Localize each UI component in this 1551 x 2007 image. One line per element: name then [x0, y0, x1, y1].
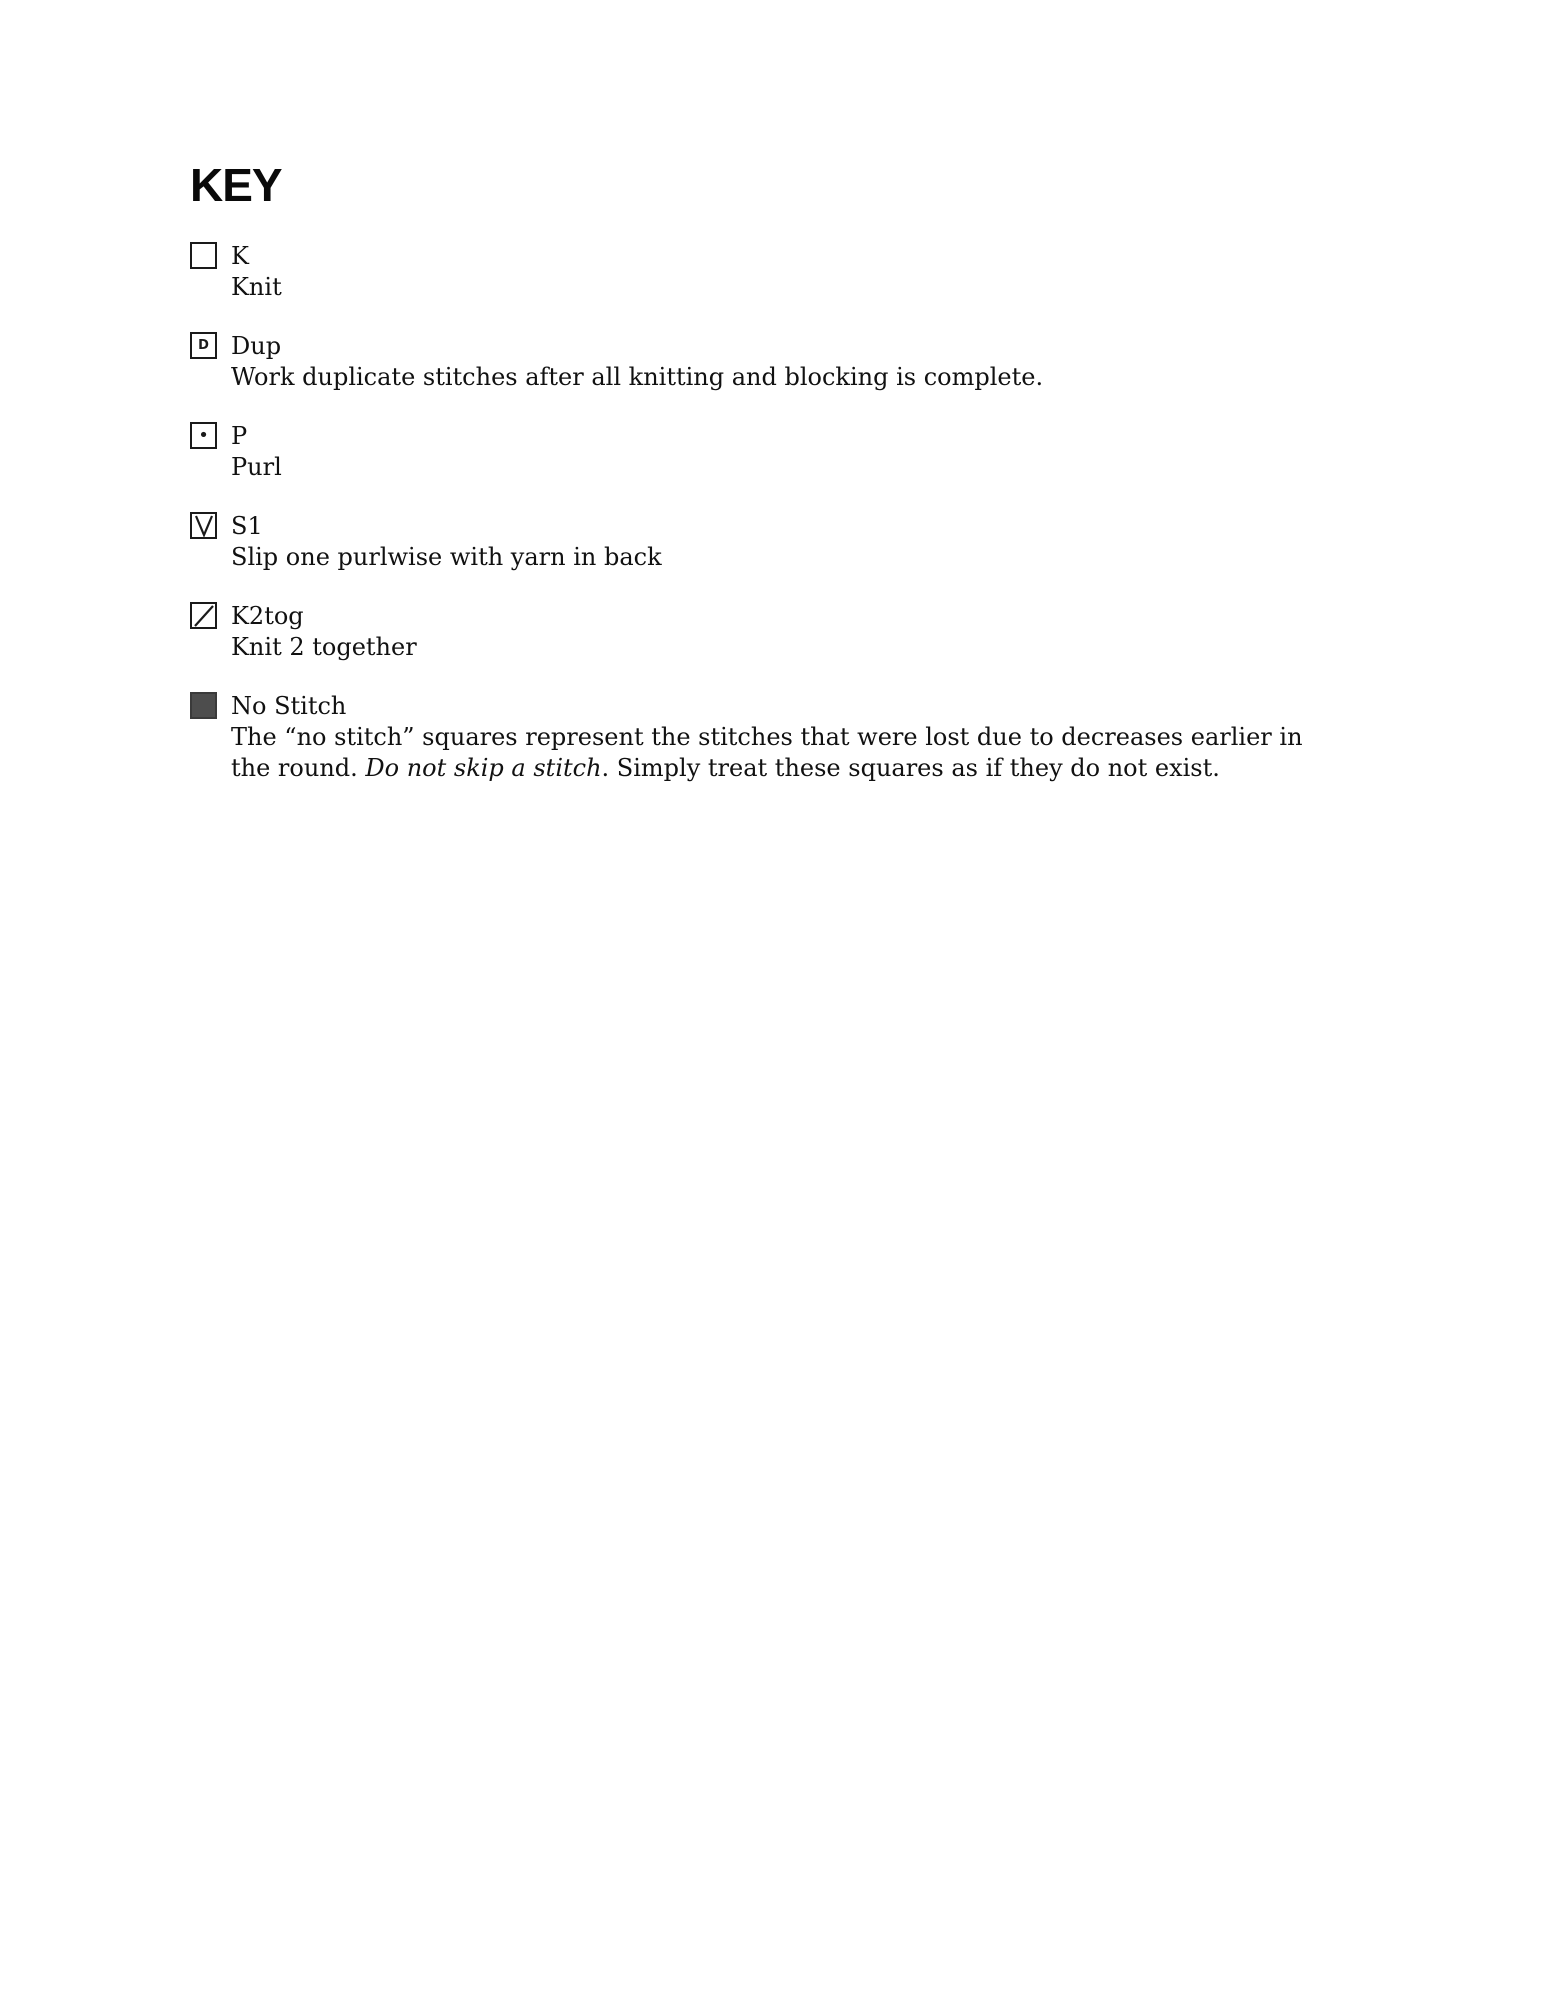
- key-entry-s1: [190, 510, 1481, 573]
- check-glyph: [193, 515, 215, 537]
- key-entry-description: Knit: [231, 273, 282, 301]
- d-glyph: D: [198, 338, 209, 353]
- key-entry-label: S1: [231, 512, 263, 540]
- key-entry-purl: [190, 420, 1481, 483]
- dot-glyph: •: [198, 424, 209, 446]
- d-square-icon: [190, 332, 217, 359]
- key-entry-text: [231, 600, 417, 663]
- key-entry-label: No Stitch: [231, 692, 347, 720]
- key-entry-label: K: [231, 242, 249, 270]
- filled-square-icon: [190, 692, 217, 719]
- key-entry-description: Work duplicate stitches after all knitting and blocking is complete.: [231, 363, 1044, 391]
- key-entry-description: Slip one purlwise with yarn in back: [231, 543, 662, 571]
- key-entry-knit: [190, 240, 1481, 303]
- key-entry-k2tog: [190, 600, 1481, 663]
- check-square-icon: [190, 512, 217, 539]
- empty-square-icon: [190, 242, 217, 269]
- key-list: [190, 240, 1481, 784]
- key-entry-no-stitch: [190, 690, 1481, 784]
- slash-glyph: [193, 605, 215, 627]
- key-entry-text: [231, 240, 282, 303]
- key-entry-description: Knit 2 together: [231, 633, 417, 661]
- description-before: The “no stitch” squares represent the stitches that were lost due to decreases earlier in the round.: [231, 723, 1303, 782]
- dot-square-icon: [190, 422, 217, 449]
- key-entry-text: [231, 420, 282, 483]
- slash-square-icon: [190, 602, 217, 629]
- description-italic: Do not skip a stitch: [365, 754, 602, 782]
- key-entry-dup: [190, 330, 1481, 393]
- key-entry-text: [231, 330, 1043, 393]
- key-entry-description: [231, 722, 1321, 784]
- key-entry-description: Purl: [231, 453, 282, 481]
- key-entry-label: P: [231, 422, 248, 450]
- key-entry-label: K2tog: [231, 602, 304, 630]
- key-entry-label: Dup: [231, 332, 282, 360]
- key-entry-text: [231, 690, 1321, 784]
- page: [0, 0, 1551, 784]
- description-after: . Simply treat these squares as if they do not exist.: [601, 754, 1220, 782]
- key-entry-text: [231, 510, 662, 573]
- page-title: KEY: [190, 159, 282, 211]
